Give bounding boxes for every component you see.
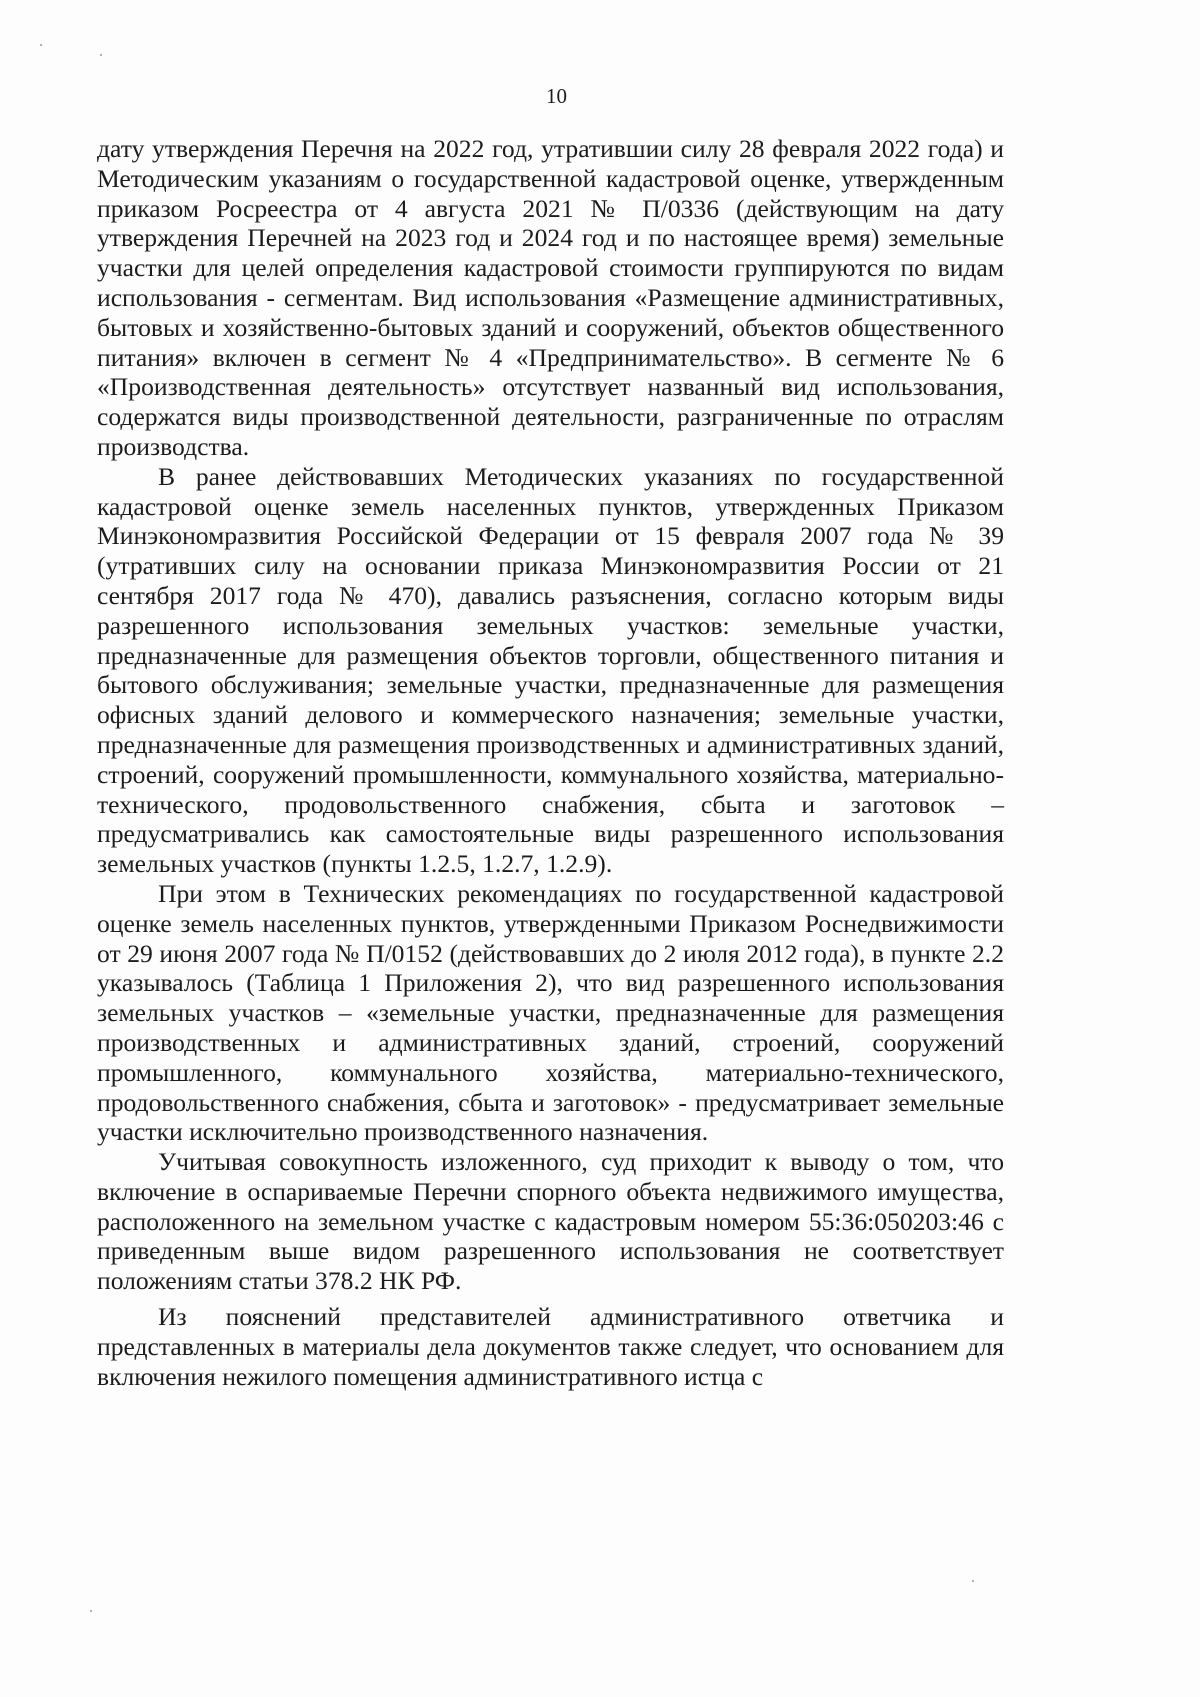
scan-speck (40, 44, 42, 46)
paragraph: В ранее действовавших Методических указаниях по государственной кадастровой оценке земель населенных пунктов, утвержденных Приказом Минэкономразвития Российской Федерации от 15 февраля 2007 года № 39 (утративших силу на основании приказа Минэкономразвития России от 21 сентября 2017 года № 470), давались разъяснения, согласно которым виды разрешенного использования земельных участков: земельные участки, предназначенные для размещения объектов торговли, общественного питания и бытового обслуживания; земельные участки, предназначенные для размещения офисных зданий делового и коммерческого назначения; земельные участки, предназначенные для размещения производственных и административных зданий, строений, сооружений промышленности, коммунального хозяйства, материально-технического, продовольственного снабжения, сбыта и заготовок – предусматривались как самостоятельные виды разрешенного использования земельных участков (пункты 1.2.5, 1.2.7, 1.2.9). (97, 461, 1004, 879)
scan-speck (90, 1610, 92, 1612)
scan-speck (100, 54, 102, 56)
page-number: 10 (546, 84, 567, 108)
scan-speck (972, 1580, 974, 1582)
paragraph: Из пояснений представителей административного ответчика и представленных в материалы дела документов также следует, что основанием для включения нежилого помещения административного истца с (97, 1302, 1004, 1391)
document-body (97, 134, 1004, 1391)
paragraph: Учитывая совокупность изложенного, суд приходит к выводу о том, что включение в оспариваемые Перечни спорного объекта недвижимого имущества, расположенного на земельном участке с кадастровым номером 55:36:050203:46 с приведенным выше видом разрешенного использования не соответствует положениям статьи 378.2 НК РФ. (97, 1147, 1004, 1296)
paragraph: При этом в Технических рекомендациях по государственной кадастровой оценке земель населенных пунктов, утвержденными Приказом Роснедвижимости от 29 июня 2007 года № П/0152 (действовавших до 2 июля 2012 года), в пункте 2.2 указывалось (Таблица 1 Приложения 2), что вид разрешенного использования земельных участков – «земельные участки, предназначенные для размещения производственных и административных зданий, строений, сооружений промышленного, коммунального хозяйства, материально-технического, продовольственного снабжения, сбыта и заготовок» - предусматривает земельные участки исключительно производственного назначения. (97, 878, 1004, 1147)
paragraph: дату утверждения Перечня на 2022 год, утратившии силу 28 февраля 2022 года) и Методическим указаниям о государственной кадастровой оценке, утвержденным приказом Росреестра от 4 августа 2021 № П/0336 (действующим на дату утверждения Перечней на 2023 год и 2024 год и по настоящее время) земельные участки для целей определения кадастровой стоимости группируются по видам использования - сегментам. Вид использования «Размещение административных, бытовых и хозяйственно-бытовых зданий и сооружений, объектов общественного питания» включен в сегмент № 4 «Предпринимательство». В сегменте № 6 «Производственная деятельность» отсутствует названный вид использования, содержатся виды производственной деятельности, разграниченные по отраслям производства. (97, 134, 1004, 461)
